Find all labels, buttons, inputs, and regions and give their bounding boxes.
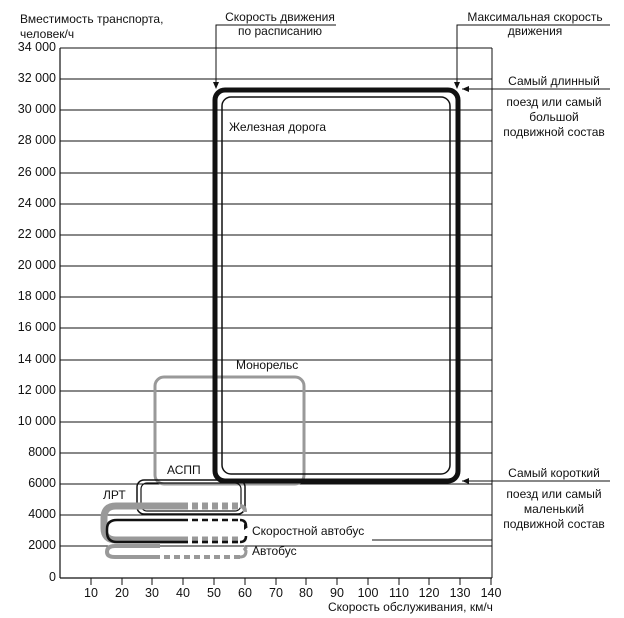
- y-tick: 12 000: [17, 383, 56, 397]
- annotation-shortest-line2: поезд или самый: [506, 487, 602, 501]
- y-tick: 6000: [28, 476, 56, 490]
- y-tick: 18 000: [17, 289, 56, 303]
- y-axis-title-line2: человек/ч: [20, 27, 75, 41]
- x-tick: 130: [449, 586, 471, 600]
- y-tick: 28 000: [17, 133, 56, 147]
- y-tick: 22 000: [17, 227, 56, 241]
- y-tick: 24 000: [17, 196, 56, 210]
- y-tick: 8000: [28, 445, 56, 459]
- x-tick: 60: [238, 586, 252, 600]
- annotation-shortest-line4: подвижной состав: [503, 517, 605, 531]
- annotation-longest-line3: большой: [529, 110, 579, 124]
- y-tick: 0: [49, 570, 56, 584]
- y-tick: 20 000: [17, 258, 56, 272]
- annotation-longest-line4: подвижной состав: [503, 125, 605, 139]
- y-tick: 10 000: [17, 414, 56, 428]
- y-tick: 4000: [28, 507, 56, 521]
- x-tick: 90: [330, 586, 344, 600]
- label-express-bus: Скоростной автобус: [252, 524, 365, 538]
- label-lrt: ЛРТ: [103, 488, 126, 502]
- y-axis-title-line1: Вместимость транспорта,: [20, 12, 164, 26]
- annotation-schedule-line2: по расписанию: [237, 24, 323, 38]
- y-tick: 2000: [28, 538, 56, 552]
- x-tick: 140: [480, 586, 502, 600]
- region-bus: [107, 546, 160, 557]
- x-tick: 100: [357, 586, 379, 600]
- x-tick: 30: [145, 586, 159, 600]
- x-ticks: [91, 578, 491, 585]
- annotation-shortest-line3: маленький: [523, 502, 585, 516]
- x-tick: 70: [269, 586, 283, 600]
- label-bus: Автобус: [252, 544, 297, 558]
- x-tick: 50: [207, 586, 221, 600]
- label-aspp: АСПП: [167, 463, 201, 477]
- x-tick: 20: [115, 586, 129, 600]
- y-tick: 14 000: [17, 352, 56, 366]
- annotation-max-line1: Максимальная скорость: [467, 10, 603, 24]
- label-monorail: Монорельс: [236, 358, 299, 372]
- label-railway: Железная дорога: [229, 120, 327, 134]
- y-tick: 26 000: [17, 165, 56, 179]
- x-tick: 110: [389, 586, 409, 600]
- y-tick: 16 000: [17, 320, 56, 334]
- y-tick: 34 000: [17, 40, 56, 54]
- x-tick: 120: [418, 586, 440, 600]
- x-tick: 80: [299, 586, 313, 600]
- annotation-max-line2: движения: [507, 24, 563, 38]
- annotation-longest-line1: Самый длинный: [508, 74, 600, 88]
- annotation-longest-line2: поезд или самый: [506, 95, 602, 109]
- x-axis-title: Скорость обслуживания, км/ч: [328, 600, 493, 614]
- annotation-schedule-line1: Скорость движения: [225, 10, 335, 24]
- y-tick: 30 000: [17, 102, 56, 116]
- y-tick: 32 000: [17, 71, 56, 85]
- region-railway-inner: [222, 97, 450, 474]
- annotation-shortest-line1: Самый короткий: [508, 466, 600, 480]
- x-tick: 10: [84, 586, 98, 600]
- x-tick: 40: [176, 586, 190, 600]
